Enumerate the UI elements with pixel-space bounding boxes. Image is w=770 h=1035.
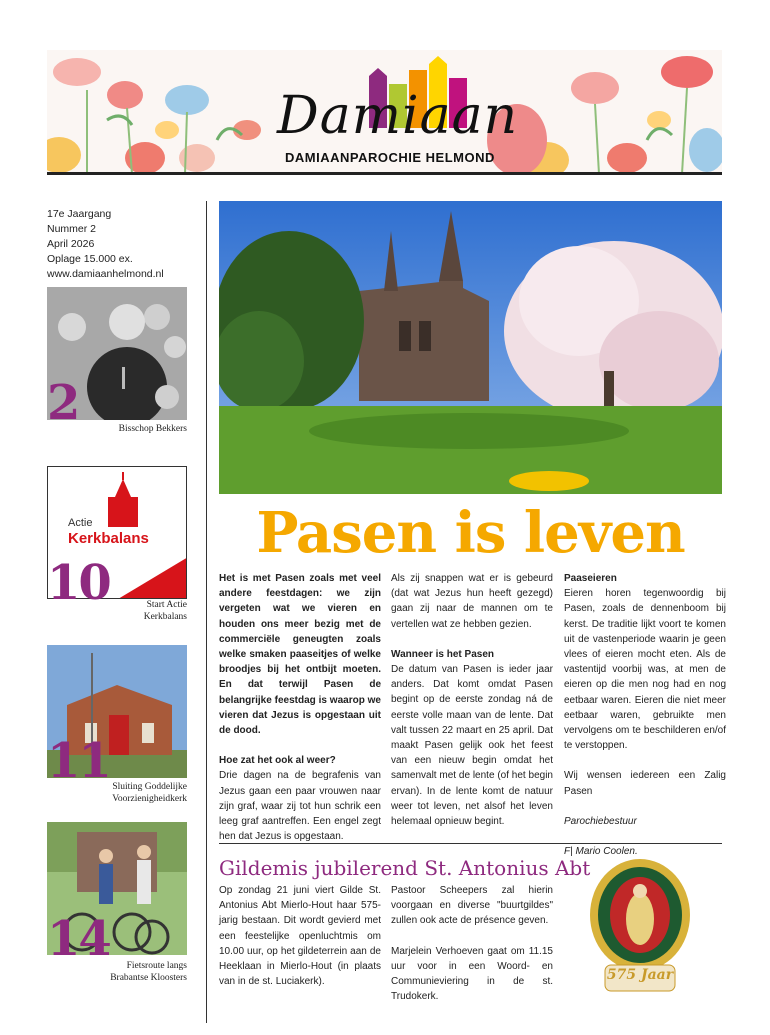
teaser-page-number: 2	[47, 375, 81, 431]
section-divider	[219, 843, 722, 844]
teaser-caption: Fietsroute langs Brabantse Kloosters	[110, 961, 187, 983]
issue-number: Nummer 2	[47, 223, 97, 235]
masthead-banner	[47, 50, 722, 174]
sidebar-divider	[206, 201, 207, 1023]
teaser-page-2[interactable]	[47, 287, 187, 435]
teaser-page-14[interactable]	[47, 822, 187, 987]
hero-photo-church-magnolia	[219, 201, 722, 494]
issue-date: April 2026	[47, 238, 95, 250]
teaser-page-number: 10	[47, 555, 110, 611]
second-article-body: Op zondag 21 juni viert Gilde St. Antonius Abt Mierlo-Hout haar 575-jarig bestaan. Dit wordt gevierd met een feestelijke openluchtmis om 10.00 uur, op het gildeterrein aan de Heeklaan in Mierlo-Hout (in plaats van in de st. Luciakerk).	[219, 885, 381, 988]
article-column-1	[219, 571, 381, 844]
article-column-3	[564, 571, 726, 859]
teaser-caption: Sluiting Goddelijke Voorzienigheidkerk	[112, 782, 187, 804]
main-headline: Pasen is leven	[256, 500, 685, 566]
issue-circulation: Oplage 15.000 ex.	[47, 253, 133, 265]
issue-website[interactable]: www.damiaanhelmond.nl	[47, 268, 164, 280]
section-heading: Wanneer is het Pasen	[391, 648, 494, 660]
section-heading: Paaseieren	[564, 573, 617, 584]
second-article-body-b: Marjelein Verhoeven gaat om 11.15 uur voor in een Woord- en Communieviering in de st. Trudokerk.	[391, 945, 553, 1003]
signoff: Parochiebestuur	[564, 815, 637, 827]
teaser-page-number: 11	[47, 733, 110, 789]
masthead-subtitle: DAMIAANPAROCHIE HELMOND	[285, 150, 495, 165]
photo-credit: F| Mario Coolen.	[564, 846, 638, 858]
section-body: Eieren horen tegenwoordig bij Pasen, zoals de dennenboom bij kerst. De traditie lijkt voort te komen uit de vastenperiode waarin je geen vlees of eieren mocht eten. Als de vastentijd voorbij was, at men de eieren op die men nog had en nog eetbaar waren. Eieren die niet meer eetbaar waren, gebruikte men vervolgens om te beschilderen en/of te verstoppen.	[564, 588, 726, 752]
article-column-2	[391, 571, 553, 829]
second-article-body-a: Pastoor Scheepers zal hierin voorgaan en diverse "buurtgildes" zullen ook acte de présence geven.	[391, 885, 553, 927]
section-heading: Hoe zat het ook al weer?	[219, 755, 336, 767]
second-article-column-2	[391, 883, 553, 1004]
second-article-headline: Gildemis jubilerend St. Antonius Abt	[219, 856, 591, 880]
teaser-caption: Start Actie Kerkbalans	[143, 600, 187, 622]
masthead-title: Damiaan	[277, 86, 519, 146]
easter-wish: Wij wensen iedereen een Zalig Pasen	[564, 770, 726, 797]
masthead-rule	[47, 172, 722, 175]
teaser-page-number: 14	[47, 911, 110, 967]
article-lead: Het is met Pasen zoals met veel andere feestdagen: we zijn vergeten wat we vieren en houden ons meer bezig met de commerciële geneugten zoals welke smaken paaseitjes of welke broodjes bij het ontbijt moeten. En dat terwijl Pasen de belangrijke feestdag is waarop we vieren dat Jezus is opgestaan uit de dood.	[219, 573, 381, 737]
section-body: De datum van Pasen is ieder jaar anders. Dat komt omdat Pasen begint op de eerste zondag ná de eerste volle maan van de lente. Dat valt tussen 22 maart en 25 april. Dat maakt Pasen gelijk ook het feest van een nieuw begin omdat het samenvalt met de lente (of het begin ervan). In de lente komt de natuur weer tot leven, net alsof het leven helemaal opnieuw begint.	[391, 664, 553, 828]
guild-emblem	[585, 853, 695, 993]
kerkbalans-logo-line2: Kerkbalans	[68, 530, 149, 547]
teaser-page-10[interactable]	[47, 466, 187, 626]
teaser-caption: Bisschop Bekkers	[118, 424, 187, 434]
issue-year: 17e Jaargang	[47, 208, 112, 220]
section-intro: Als zij snappen wat er is gebeurd (dat wat Jezus hun heeft gezegd) gaan zij naar de mannen om te vertellen wat ze hebben gezien.	[391, 573, 553, 630]
issue-info	[47, 207, 197, 282]
teaser-page-11[interactable]	[47, 645, 187, 805]
kerkbalans-logo-line1: Actie	[68, 517, 93, 529]
emblem-label: 575 Jaar	[606, 967, 674, 983]
section-body: Drie dagen na de begrafenis van Jezus gaan een paar vrouwen naar zijn graf, waar zij tot hun schrik een leeg graf aantreffen. Een engel zegt hen dat Jezus is opgestaan.	[219, 770, 381, 843]
second-article-column-1	[219, 883, 381, 989]
